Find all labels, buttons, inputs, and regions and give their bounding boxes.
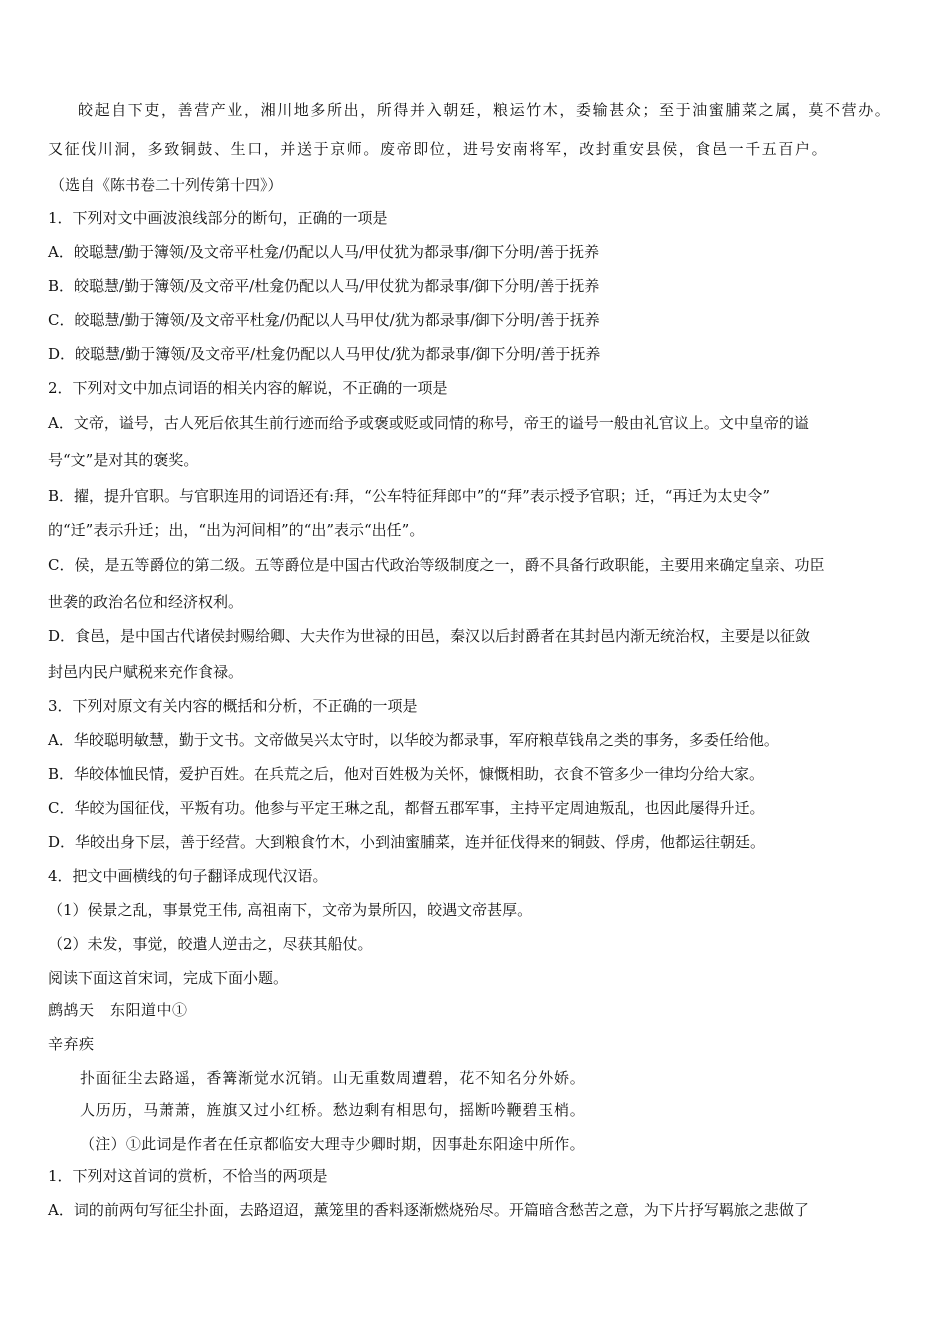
q4-sentence-1: （1）侯景之乱，事景党王伟, 高祖南下，文帝为景所囚，皎遇文帝甚厚。 bbox=[48, 901, 533, 919]
q3-option-c: C．华皎为国征伐，平叛有功。他参与平定王琳之乱，都督五郡军事，主持平定周迪叛乱，也因此屡得升迁。 bbox=[48, 799, 765, 817]
q1-option-a: A．皎聪慧/勤于簿领/及文帝平杜龛/仍配以人马/甲仗犹为都录事/御下分明/善于抚养 bbox=[48, 243, 600, 261]
q3-option-d: D．华皎出身下层，善于经营。大到粮食竹木，小到油蜜脯菜，连并征伐得来的铜鼓、俘虏，他都运往朝廷。 bbox=[48, 833, 766, 851]
q1-option-d: D．皎聪慧/勤于簿领/及文帝平/杜龛仍配以人马甲仗/犹为都录事/御下分明/善于抚养 bbox=[48, 345, 601, 363]
q4-stem: 4．把文中画横线的句子翻译成现代汉语。 bbox=[48, 867, 328, 885]
q2-option-c-line1: C．侯，是五等爵位的第二级。五等爵位是中国古代政治等级制度之一，爵不具备行政职能，主要用来确定皇亲、功臣 bbox=[48, 556, 825, 574]
q2-stem: 2．下列对文中加点词语的相关内容的解说，不正确的一项是 bbox=[48, 379, 448, 397]
poem-note: （注）①此词是作者在任京都临安大理寺少卿时期，因事赴东阳途中所作。 bbox=[80, 1135, 585, 1153]
poem-intro: 阅读下面这首宋词，完成下面小题。 bbox=[48, 969, 289, 987]
q3-option-a: A．华皎聪明敏慧，勤于文书。文帝做吴兴太守时，以华皎为都录事，军府粮草钱帛之类的事务，多委任给他。 bbox=[48, 731, 779, 749]
poem-line-2: 人历历，马萧萧，旌旗又过小红桥。愁边剩有相思句，摇断吟鞭碧玉梢。 bbox=[80, 1101, 586, 1119]
q2-option-a-line2: 号“文”是对其的褒奖。 bbox=[48, 451, 199, 469]
passage-line-2: 又征伐川洞，多致铜鼓、生口，并送于京师。废帝即位，进号安南将军，改封重安县侯，食邑一千五百户。 bbox=[48, 140, 829, 158]
q3-option-b: B．华皎体恤民情，爱护百姓。在兵荒之后，他对百姓极为关怀，慷慨相助，衣食不管多少一律均分给大家。 bbox=[48, 765, 765, 783]
q2-option-b-line2: 的“迁”表示升迁；出，“出为河间相”的“出”表示“出任”。 bbox=[48, 521, 425, 539]
q1-stem: 1．下列对文中画波浪线部分的断句，正确的一项是 bbox=[48, 209, 388, 227]
poem-author: 辛弃疾 bbox=[48, 1035, 95, 1053]
passage-line-1: 皎起自下吏，善营产业，湘川地多所出，所得并入朝廷，粮运竹木，委输甚众；至于油蜜脯菜之属，莫不营办。 bbox=[78, 101, 892, 119]
q2-option-a-line1: A．文帝，谥号，古人死后依其生前行迹而给予或褒或贬或同情的称号，帝王的谥号一般由礼官议上。文中皇帝的谥 bbox=[48, 414, 809, 432]
q2-option-c-line2: 世袭的政治名位和经济权利。 bbox=[48, 593, 244, 611]
passage-source: （选自《陈书卷二十列传第十四》） bbox=[50, 176, 283, 194]
q1-option-b: B．皎聪慧/勤于簿领/及文帝平/杜龛仍配以人马/甲仗犹为都录事/御下分明/善于抚养 bbox=[48, 277, 600, 295]
poem-title: 鹧鸪天 东阳道中① bbox=[48, 1001, 188, 1019]
q2-option-d-line1: D．食邑，是中国古代诸侯封赐给卿、大夫作为世禄的田邑，秦汉以后封爵者在其封邑内渐无统治权，主要是以征敛 bbox=[48, 627, 811, 645]
q3-stem: 3．下列对原文有关内容的概括和分析，不正确的一项是 bbox=[48, 697, 418, 715]
q2-option-b-line1: B．擢，提升官职。与官职连用的词语还有:拜，“公车特征拜郎中”的“拜”表示授予官职；迁，“再迁为太史令” bbox=[48, 487, 771, 505]
q4-sentence-2: （2）未发，事觉，皎遣人逆击之，尽获其船仗。 bbox=[48, 935, 373, 953]
pq1-option-a: A．词的前两句写征尘扑面，去路迢迢，薰笼里的香料逐渐燃烧殆尽。开篇暗含愁苦之意，为下片抒写羁旅之悲做了 bbox=[48, 1201, 809, 1219]
pq1-stem: 1．下列对这首词的赏析，不恰当的两项是 bbox=[48, 1167, 328, 1185]
q1-option-c: C．皎聪慧/勤于簿领/及文帝平杜龛/仍配以人马甲仗/犹为都录事/御下分明/善于抚养 bbox=[48, 311, 600, 329]
q2-option-d-line2: 封邑内民户赋税来充作食禄。 bbox=[48, 663, 244, 681]
poem-line-1: 扑面征尘去路遥，香篝渐觉水沉销。山无重数周遭碧，花不知名分外娇。 bbox=[80, 1069, 586, 1087]
